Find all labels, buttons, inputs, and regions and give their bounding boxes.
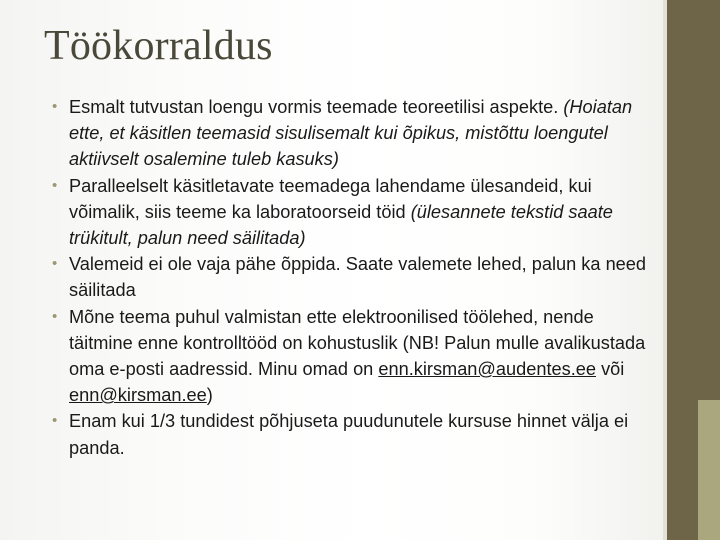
email-link-audentes[interactable]: enn.kirsman@audentes.ee xyxy=(378,359,597,380)
bullet-text: Valemeid ei ole vaja pähe õppida. Saate valemete lehed, palun ka need säilitada xyxy=(69,254,647,301)
accent-strip xyxy=(698,400,720,540)
list-item xyxy=(52,408,662,460)
bullet-note: (ülesannete tekstid saate trükitult, palun need säilitada) xyxy=(69,201,613,249)
bullet-icon: • xyxy=(52,98,58,115)
bullet-text: Enam kui 1/3 tundidest põhjuseta puudunutele kursuse hinnet välja ei panda. xyxy=(69,411,629,458)
bullet-text: Mõne teema puhul valmistan ette elektroonilised töölehed, nende täitmine enne kontrolltööd on kohustuslik (NB! Palun mulle avalikustada oma e-posti aadressid. Minu omad on xyxy=(69,306,646,380)
bullet-icon: • xyxy=(52,176,58,194)
bullet-text: Esmalt tutvustan loengu vormis teemade teoreetilisi aspekte. xyxy=(69,97,559,117)
slide-title: Töökorraldus xyxy=(44,23,273,69)
bullet-icon: • xyxy=(52,307,58,325)
list-item xyxy=(52,304,662,409)
email-link-kirsman[interactable]: enn@kirsman.ee xyxy=(69,385,207,406)
bullet-list xyxy=(52,94,662,461)
list-item xyxy=(52,94,662,173)
closing-paren: ) xyxy=(206,385,213,406)
list-item xyxy=(52,173,662,252)
bullet-text: Paralleelselt käsitletavate teemadega lahendame ülesandeid, kui võimalik, siis teeme ka laboratoorseid töid xyxy=(69,175,592,222)
bullet-connector: või xyxy=(601,359,625,380)
list-item xyxy=(52,251,662,303)
bullet-icon: • xyxy=(52,412,58,430)
bullet-icon: • xyxy=(52,255,58,273)
bullet-note: (Hoiatan ette, et käsitlen teemasid sisulisemalt kui õpikus, mistõttu loengutel aktiivselt osalemine tuleb kasuks) xyxy=(69,97,633,170)
